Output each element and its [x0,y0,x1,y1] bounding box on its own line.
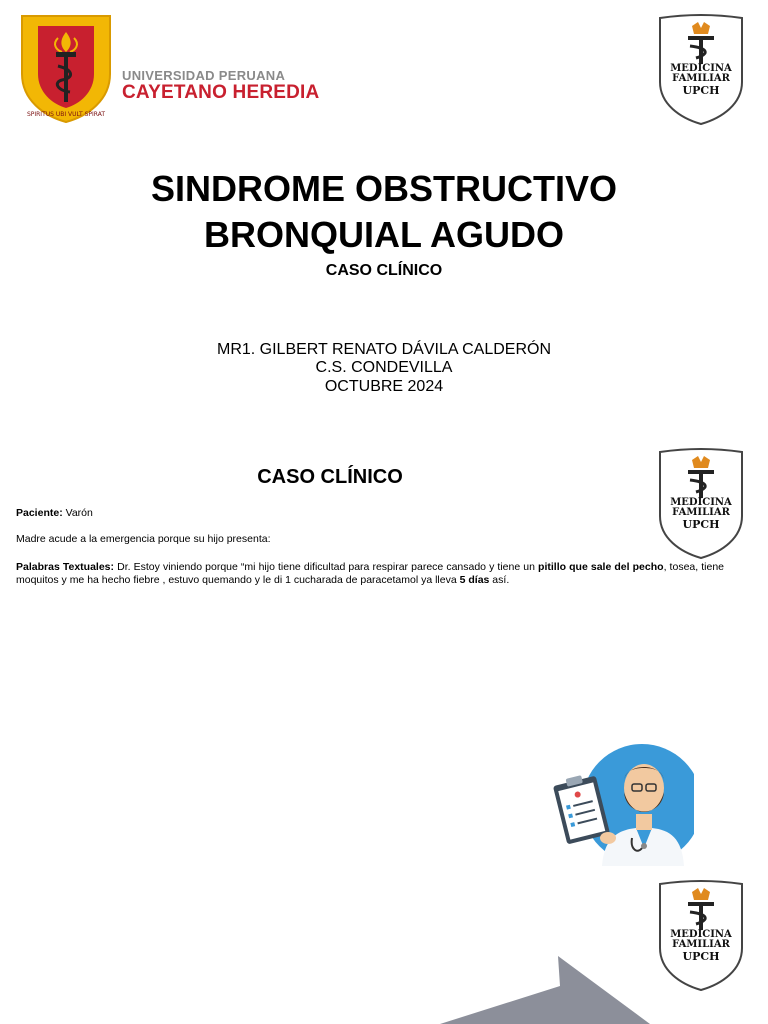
textual-part3: así. [489,574,510,586]
author-place: C.S. CONDEVILLA [315,359,453,376]
patient-label: Paciente: [16,507,63,519]
badge-line2: FAMILIAR [672,507,730,518]
case-heading: CASO CLÍNICO [257,466,403,488]
seal-text: SPIRITUS UBI VULT SPIRAT [26,111,106,118]
medicina-familiar-badge-bottom [654,878,748,992]
upch-shield-logo [18,12,114,124]
doctor-illustration [552,742,694,866]
university-name [122,68,319,103]
badge-line1: MEDICINA [670,63,732,74]
textual-part2: , tosea, tiene moquitos y me ha hecho fiebre , estuvo quemando y le di 1 cucharada de paracetamol ya lleva [16,561,725,586]
textual-label: Palabras Textuales: [16,561,115,573]
textual-part1: Dr. Estoy viniendo porque “mi hijo tiene dificultad para respirar parece cansado y tiene un [114,561,539,573]
badge-line3: UPCH [682,518,720,531]
badge-line2: FAMILIAR [672,939,730,950]
patient-line [16,507,724,520]
reason-line: Madre acude a la emergencia porque su hijo presenta: [16,533,271,545]
textual-bold1: pitillo que sale del pecho [538,561,664,573]
badge-line3: UPCH [682,950,720,963]
badge-line1: MEDICINA [670,929,732,940]
title-line2: BRONQUIAL AGUDO [204,214,564,255]
patient-value: Varón [62,507,93,519]
author-name: MR1. GILBERT RENATO DÁVILA CALDERÓN [216,341,552,358]
badge-line3: UPCH [682,84,720,97]
author-date: OCTUBRE 2024 [324,378,444,395]
badge-line1: MEDICINA [670,497,732,508]
university-line2: CAYETANO HEREDIA [122,82,320,103]
badge-line2: FAMILIAR [672,73,730,84]
gray-arrow-shape [440,948,650,1024]
university-line1: UNIVERSIDAD PERUANA [122,68,286,83]
textual-bold2: 5 días [459,574,490,586]
subtitle: CASO CLÍNICO [325,262,443,279]
medicina-familiar-badge-top [654,12,748,126]
title-line1: SINDROME OBSTRUCTIVO [150,168,617,209]
textual-words-paragraph [16,561,724,587]
